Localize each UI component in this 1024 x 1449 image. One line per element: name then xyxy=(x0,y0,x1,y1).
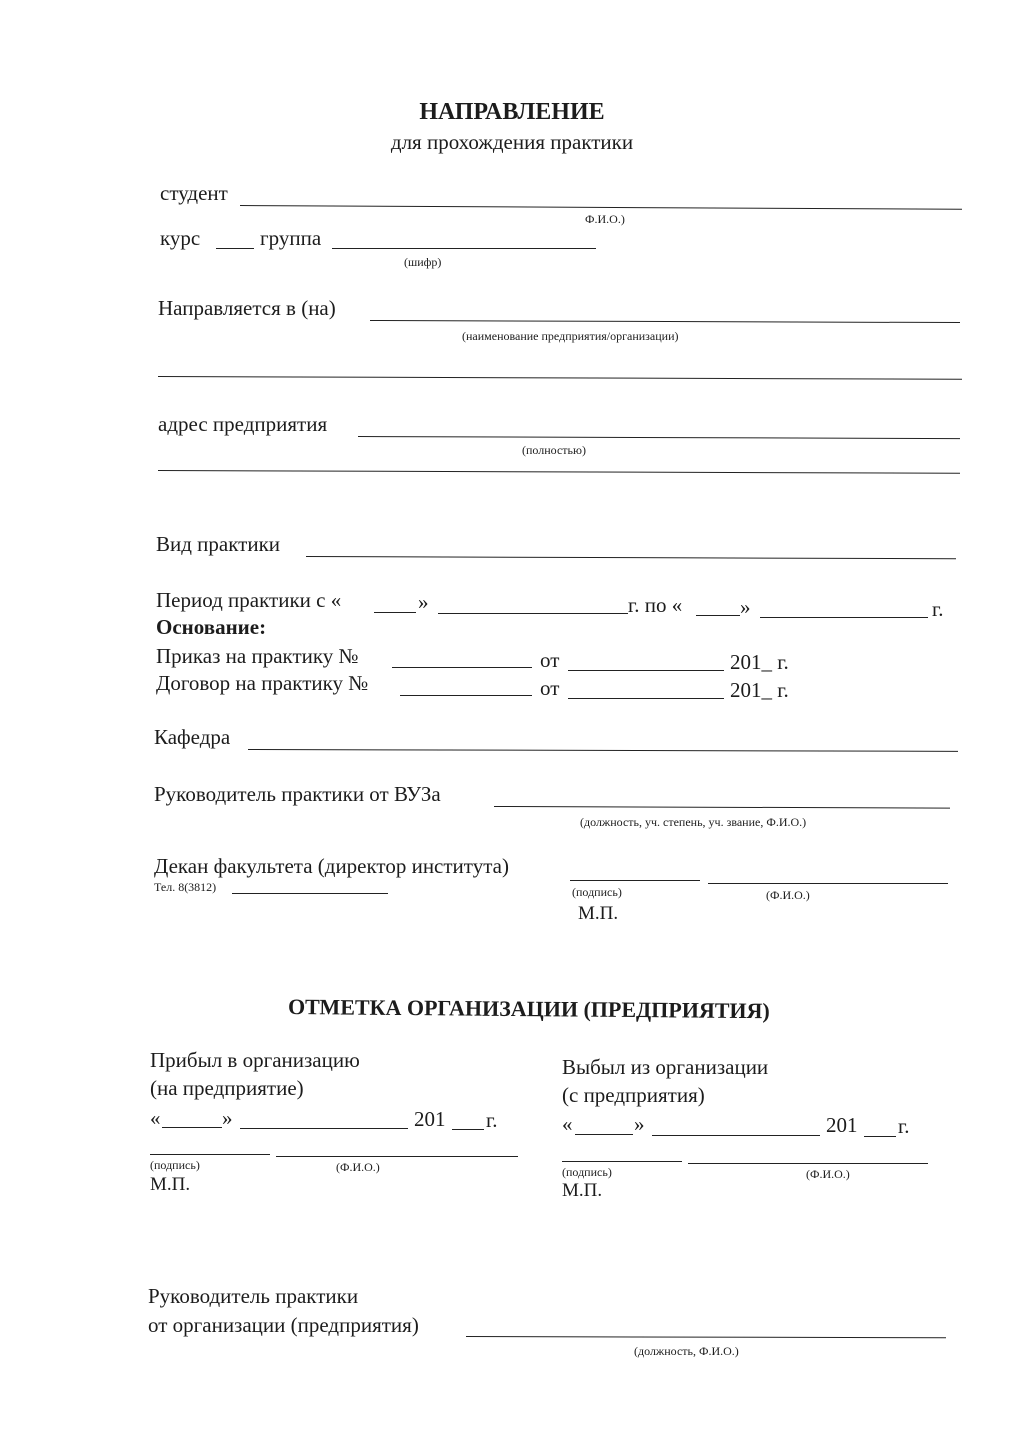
departed-year-field[interactable] xyxy=(864,1136,896,1137)
phone-label: Тел. 8(3812) xyxy=(154,880,217,894)
page-subtitle: для прохождения практики xyxy=(390,130,634,154)
arrived-day-field[interactable] xyxy=(162,1127,222,1128)
group-label: группа xyxy=(260,226,322,250)
supervisor-field[interactable] xyxy=(494,806,950,809)
arrived-stamp: М.П. xyxy=(150,1174,191,1195)
address-caption: (полностью) xyxy=(522,443,586,457)
supervisor-label: Руководитель практики от ВУЗа xyxy=(154,782,441,806)
period-year-end: г. xyxy=(932,597,944,621)
department-label: Кафедра xyxy=(154,725,231,749)
org-supervisor-label-line1: Руководитель практики xyxy=(148,1284,359,1308)
dean-signature-field[interactable] xyxy=(570,880,700,881)
order-date-field[interactable] xyxy=(568,670,724,671)
address-field[interactable] xyxy=(358,436,960,439)
sent-to-label: Направляется в (на) xyxy=(158,296,336,320)
student-field[interactable] xyxy=(240,205,962,210)
contract-date-field[interactable] xyxy=(568,698,724,699)
course-label: курс xyxy=(160,226,201,250)
address-label: адрес предприятия xyxy=(158,412,328,436)
group-field[interactable] xyxy=(332,248,596,249)
departed-month-field[interactable] xyxy=(652,1135,820,1136)
departed-stamp: М.П. xyxy=(562,1180,603,1201)
departed-quote-open: « xyxy=(562,1112,573,1136)
org-supervisor-caption: (должность, Ф.И.О.) xyxy=(634,1344,739,1358)
arrived-year-prefix: 201 xyxy=(414,1107,446,1131)
departed-year-prefix: 201 xyxy=(826,1113,858,1137)
period-label: Период практики с « xyxy=(156,588,342,612)
period-quote-close: » xyxy=(418,590,429,614)
phone-field[interactable] xyxy=(232,893,388,894)
dean-signature-caption: (подпись) xyxy=(572,885,622,899)
org-supervisor-label-line2: от организации (предприятия) xyxy=(148,1313,419,1337)
supervisor-caption: (должность, уч. степень, уч. звание, Ф.И.О.) xyxy=(580,815,807,829)
dean-label: Декан факультета (директор института) xyxy=(154,854,509,878)
dean-fio-field[interactable] xyxy=(708,883,948,884)
departed-day-field[interactable] xyxy=(575,1134,633,1135)
arrived-year-field[interactable] xyxy=(452,1129,484,1130)
contract-from-label: от xyxy=(540,676,560,700)
departed-label-line2: (с предприятия) xyxy=(562,1083,705,1107)
departed-year-suffix: г. xyxy=(898,1114,910,1138)
arrived-quote-open: « xyxy=(150,1106,161,1130)
dean-stamp: М.П. xyxy=(578,903,619,924)
dean-fio-caption: (Ф.И.О.) xyxy=(766,888,810,902)
departed-signature-caption: (подпись) xyxy=(562,1165,612,1179)
departed-fio-caption: (Ф.И.О.) xyxy=(806,1167,850,1181)
org-section-title: ОТМЕТКА ОРГАНИЗАЦИИ (ПРЕДПРИЯТИЯ) xyxy=(287,994,770,1024)
departed-quote-close: » xyxy=(634,1112,645,1136)
arrived-month-field[interactable] xyxy=(240,1128,408,1129)
departed-signature-field[interactable] xyxy=(562,1161,682,1162)
org-supervisor-field[interactable] xyxy=(466,1336,946,1338)
departed-fio-field[interactable] xyxy=(688,1163,928,1164)
period-to-month-field[interactable] xyxy=(760,617,928,618)
practice-type-field[interactable] xyxy=(306,556,956,559)
period-year-to: г. по « xyxy=(628,593,683,617)
student-caption: Ф.И.О.) xyxy=(585,212,625,226)
arrived-label-line2: (на предприятие) xyxy=(150,1076,304,1100)
basis-label: Основание: xyxy=(156,615,267,639)
contract-number-field[interactable] xyxy=(400,695,532,696)
arrived-quote-close: » xyxy=(222,1106,233,1130)
order-from-label: от xyxy=(540,648,560,672)
group-caption: (шифр) xyxy=(404,255,442,269)
period-to-day-field[interactable] xyxy=(696,615,740,616)
arrived-signature-field[interactable] xyxy=(150,1154,270,1155)
arrived-signature-caption: (подпись) xyxy=(150,1158,200,1172)
order-label: Приказ на практику № xyxy=(156,644,359,668)
arrived-fio-caption: (Ф.И.О.) xyxy=(336,1160,380,1174)
department-field[interactable] xyxy=(248,749,958,752)
arrived-fio-field[interactable] xyxy=(276,1156,518,1157)
period-from-day-field[interactable] xyxy=(374,612,416,613)
departed-label-line1: Выбыл из организации xyxy=(562,1055,769,1079)
sent-to-caption: (наименование предприятия/организации) xyxy=(462,329,679,343)
arrived-label-line1: Прибыл в организацию xyxy=(150,1048,360,1072)
order-number-field[interactable] xyxy=(392,667,532,668)
course-field[interactable] xyxy=(216,248,254,249)
practice-type-label: Вид практики xyxy=(156,532,281,556)
period-from-month-field[interactable] xyxy=(438,613,628,614)
contract-label: Договор на практику № xyxy=(156,671,369,695)
arrived-year-suffix: г. xyxy=(486,1108,498,1132)
sent-to-field[interactable] xyxy=(370,320,960,323)
order-year: 201_ г. xyxy=(730,650,789,674)
student-label: студент xyxy=(160,181,228,205)
period-quote-close2: » xyxy=(740,595,751,619)
sent-to-field-line2[interactable] xyxy=(158,376,962,380)
contract-year: 201_ г. xyxy=(730,678,789,702)
address-field-line2[interactable] xyxy=(158,470,960,474)
page-title: НАПРАВЛЕНИЕ xyxy=(419,99,605,125)
